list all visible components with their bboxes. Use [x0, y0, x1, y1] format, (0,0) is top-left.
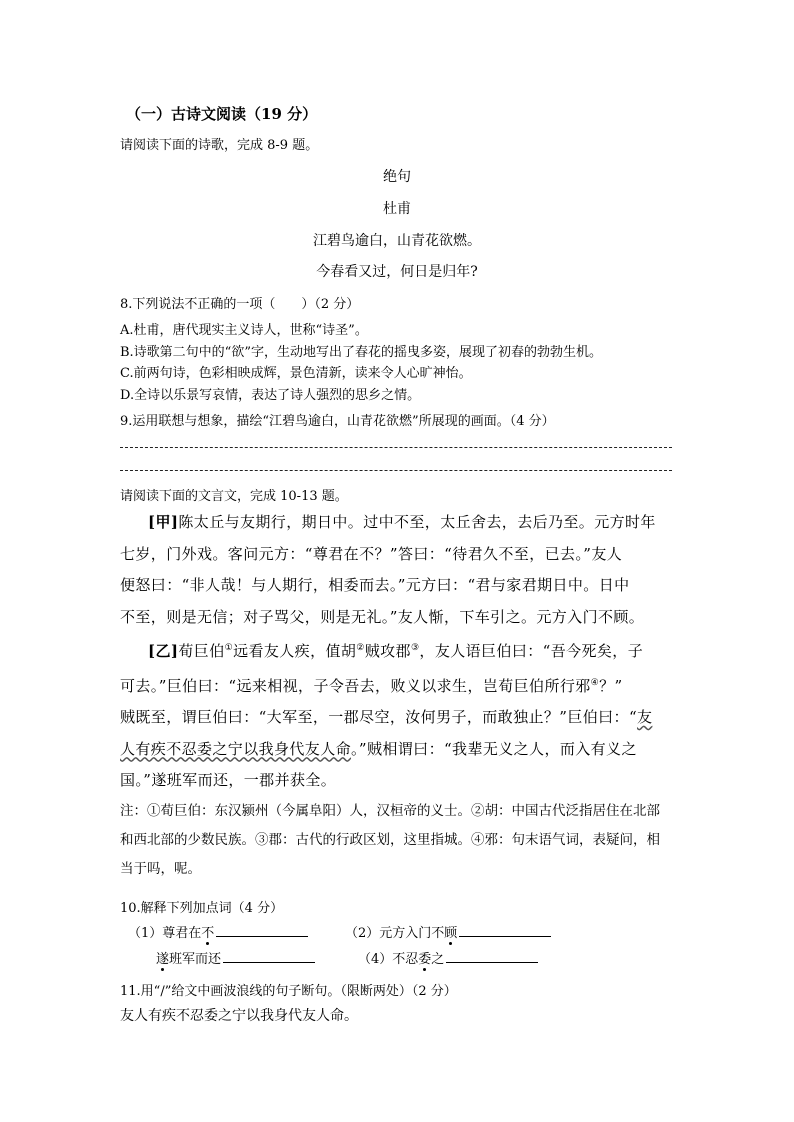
answer-blank[interactable]	[446, 950, 538, 963]
q10-item-text: （1）尊君在	[128, 926, 202, 941]
answer-blank[interactable]	[223, 950, 315, 963]
q8-option-b: B.诗歌第二句中的“欲”字，生动地写出了春花的摇曳多姿，展现了初春的勃勃生机。	[120, 345, 602, 360]
q9-stem: 9.运用联想与想象，描绘“江碧鸟逾白，山青花欲燃”所展现的画面。（4 分）	[120, 414, 555, 429]
answer-line-2	[120, 470, 672, 471]
q8-option-a: A.杜甫，唐代现实主义诗人，世称“诗圣”。	[120, 323, 368, 338]
q11-sentence: 友人有疾不忍委之宁以我身代友人命。	[120, 1008, 358, 1024]
passage-yi-text: 贼攻郡	[364, 642, 411, 660]
q11-stem: 11.用“/”给文中画波浪线的句子断句。（限断两处）（2 分）	[120, 984, 457, 999]
passage-yi-text: 远看友人疾，值胡	[233, 642, 357, 660]
emphasis-dot-word: 不	[201, 926, 215, 941]
footnote-marker: ③	[410, 643, 420, 653]
poem-line-2: 今春看又过，何日是归年?	[316, 264, 478, 280]
emphasis-dot-word: 委	[418, 952, 432, 967]
passage-yi-text: ？”	[599, 676, 623, 695]
q10-item-text: （2）元方入门不	[345, 926, 445, 941]
footnote-line-3: 当于吗，呢。	[120, 861, 201, 877]
q10-item-3	[128, 948, 315, 967]
wavy-underlined-sentence: 人有疾不忍委之宁以我身代友人命	[120, 739, 352, 758]
wavy-underlined-sentence: 友	[637, 708, 653, 726]
q8-option-d: D.全诗以乐景写哀情，表达了诗人强烈的思乡之情。	[120, 388, 421, 403]
footnotes	[120, 797, 676, 884]
section-title: （一）古诗文阅读（19 分）	[126, 105, 318, 123]
passage-jia	[120, 507, 674, 633]
footnote-marker: ④	[590, 677, 600, 688]
passage-jia-line-1: 陈太丘与友期行，期日中。过中不至，太丘舍去，去后乃至。元方时年	[178, 513, 656, 531]
passage-yi-text: ，友人语巨伯曰：“吾今死矣，子	[419, 642, 644, 660]
passage-yi-tag: [乙]	[148, 642, 179, 660]
q10-item-text: 之	[431, 952, 445, 967]
answer-line-1	[120, 447, 672, 448]
passage-jia-tag: [甲]	[148, 513, 179, 531]
poem-intro: 请阅读下面的诗歌，完成 8-9 题。	[120, 138, 319, 153]
passage-yi-text: 荀巨伯	[178, 642, 225, 660]
footnote-line-1: 注：①荀巨伯：东汉颍州（今属阜阳）人，汉桓帝的义士。②胡：中国古代泛指居住在北部	[120, 803, 660, 819]
poem-author: 杜甫	[383, 201, 411, 217]
q10-stem: 10.解释下列加点词（4 分）	[120, 901, 284, 916]
emphasis-dot-word: 顾	[444, 926, 458, 941]
answer-blank[interactable]	[459, 924, 551, 937]
q10-item-text: （4）不忍	[358, 952, 419, 967]
footnote-line-2: 和西北部的少数民族。③郡：古代的行政区划，这里指城。④邪：句末语气词，表疑问，相	[120, 832, 660, 848]
poem-line-1: 江碧鸟逾白，山青花欲燃。	[313, 233, 481, 249]
passage-yi	[120, 633, 674, 797]
footnote-marker: ①	[224, 643, 234, 653]
passage-yi-line-5: 国。”遂班军而还，一郡并获全。	[120, 771, 337, 789]
q10-item-4	[358, 948, 538, 967]
passage-yi-text: 。”贼相谓曰：“我辈无义之人，而入有义之	[351, 739, 637, 758]
passage-jia-line-3: 便怒曰：“非人哉！与人期行，相委而去。”元方曰：“君与家君期日中。日中	[120, 576, 630, 594]
passage-jia-line-4: 不至，则是无信；对子骂父，则是无礼。”友人惭，下车引之。元方入门不顾。	[120, 607, 645, 626]
passage-yi-text: 贼既至，谓巨伯曰：“大军至，一郡尽空，汝何男子，而敢独止？”巨伯曰：“	[120, 708, 638, 726]
q10-item-1	[128, 922, 308, 941]
poem-title: 绝句	[383, 169, 411, 185]
q10-item-text: 班军而还	[169, 952, 222, 967]
passage-yi-text: 可去。”巨伯曰：“远来相视，子令吾去，败义以求生，岂荀巨伯所行邪	[120, 676, 591, 695]
passage-jia-line-2: 七岁，门外戏。客问元方：“尊君在不？”答曰：“待君久不至，已去。”友人	[120, 544, 623, 563]
q10-item-2	[345, 922, 551, 941]
q8-stem: 8.下列说法不正确的一项（ ）（2 分）	[120, 297, 360, 312]
footnote-marker: ②	[356, 643, 365, 653]
emphasis-dot-word: 遂	[156, 952, 170, 967]
prose-intro: 请阅读下面的文言文，完成 10-13 题。	[120, 489, 348, 504]
answer-blank[interactable]	[216, 924, 308, 937]
q8-option-c: C.前两句诗，色彩相映成辉，景色清新，读来令人心旷神怡。	[120, 366, 472, 381]
